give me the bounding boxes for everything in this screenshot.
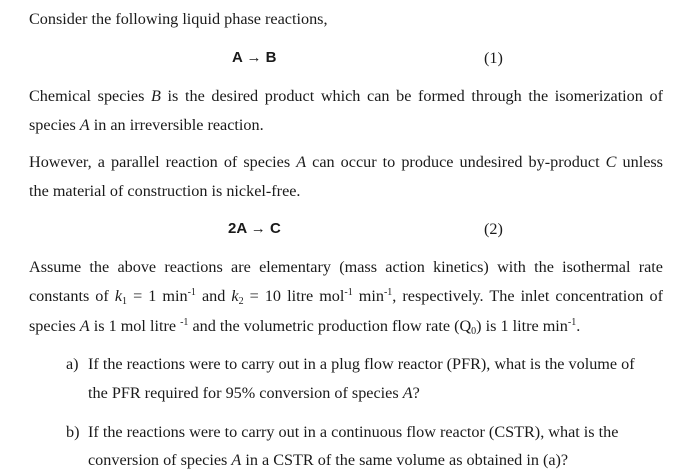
question-a-line2 [88,383,420,403]
reaction-arrow-icon: → [246,49,262,66]
subscript: 1 [122,296,128,307]
para2-line1 [29,152,663,172]
species-b: B [151,87,161,105]
text-span: species [29,116,80,134]
question-a-label: a) [66,355,79,373]
text-span: . [576,317,581,335]
species-a: A [231,451,242,469]
question-b-label: b) [66,423,80,441]
text-span: in a CSTR of the same volume as obtained in (a)? [241,451,569,469]
text-span: is 1 mol litre [89,317,181,335]
equation-1-number: (1) [484,49,503,67]
superscript: -1 [187,287,196,298]
para3-line3 [29,316,580,336]
equation-2-number: (2) [484,220,503,238]
question-b-line2 [88,450,568,470]
eq2-product: C [269,220,281,237]
rate-constant-k2: k [231,287,239,305]
text-span: unless [616,153,663,171]
superscript: -1 [344,287,353,298]
text-span: and the volumetric production flow rate (Q [188,317,472,335]
text-span: min [352,287,384,305]
eq1-reactant: A [232,49,243,66]
para3-line1: Assume the above reactions are elementary (mass action kinetics) with the isothermal rate [29,258,663,276]
text-span: can occur to produce undesired by-product [306,153,606,171]
superscript: -1 [180,317,189,328]
text-span: ) is 1 litre min [476,317,568,335]
text-span: , respectively. The inlet concentration of [392,287,664,305]
para3-line2 [29,286,663,306]
text-span: the PFR required for 95% conversion of species [88,384,403,402]
text-span: conversion of species [88,451,232,469]
species-a: A [79,116,90,134]
species-a: A [79,317,90,335]
equation-2 [228,219,281,239]
subscript: 0 [471,326,477,337]
question-b-line1: If the reactions were to carry out in a continuous flow reactor (CSTR), what is the [88,423,619,441]
para1-line2 [29,115,264,135]
question-a-line1: If the reactions were to carry out in a plug flow reactor (PFR), what is the volume of [88,355,635,373]
text-span: and [195,287,232,305]
species-a: A [296,153,307,171]
text-span: constants of [29,287,115,305]
superscript: -1 [383,287,393,298]
intro-text: Consider the following liquid phase reactions, [29,10,328,28]
text-span: is the desired product which can be formed through the isomerization of [160,87,663,105]
superscript: -1 [567,317,577,328]
text-span: species [29,317,80,335]
text-span: However, a parallel reaction of species [29,153,297,171]
rate-constant-k1: k [114,287,123,305]
eq2-reactant: 2A [228,220,247,237]
reaction-arrow-icon: → [250,220,266,237]
eq1-product: B [265,49,277,66]
para1-line1 [29,86,663,106]
species-c: C [605,153,617,171]
text-span: ? [412,384,420,402]
text-span: = 1 min [127,287,188,305]
para2-line2: the material of construction is nickel-free. [29,182,301,200]
equation-1 [232,48,276,68]
text-span: = 10 litre mol [243,287,345,305]
text-span: Chemical species [29,87,152,105]
text-span: in an irreversible reaction. [89,116,264,134]
subscript: 2 [238,296,244,307]
species-a: A [402,384,413,402]
